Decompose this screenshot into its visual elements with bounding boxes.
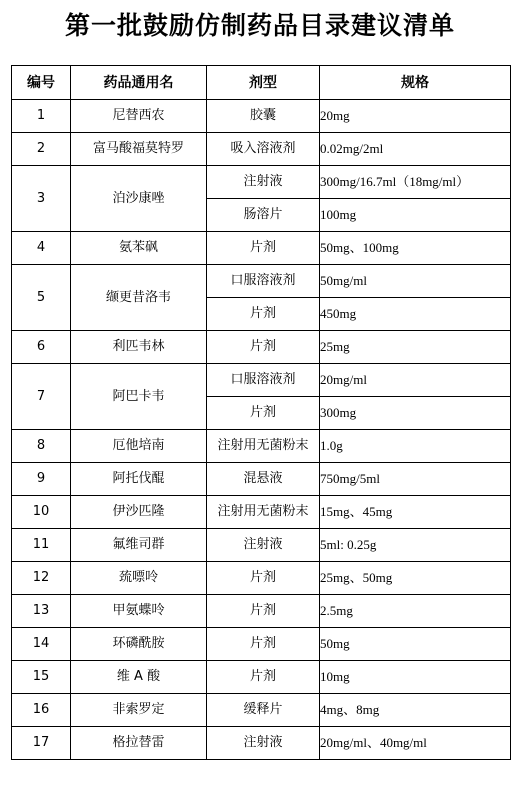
row-spec: 300mg bbox=[320, 397, 511, 430]
table-row bbox=[12, 595, 511, 628]
row-spec: 4mg、8mg bbox=[320, 694, 511, 727]
row-spec: 50mg/ml bbox=[320, 265, 511, 298]
header-form: 剂型 bbox=[207, 66, 320, 100]
row-form: 注射用无菌粉末 bbox=[207, 430, 320, 463]
header-no: 编号 bbox=[12, 66, 71, 100]
row-name: 维 A 酸 bbox=[71, 661, 207, 694]
row-name: 富马酸福莫特罗 bbox=[71, 133, 207, 166]
table-row bbox=[12, 133, 511, 166]
row-spec: 20mg/ml bbox=[320, 364, 511, 397]
header-name: 药品通用名 bbox=[71, 66, 207, 100]
row-form: 片剂 bbox=[207, 562, 320, 595]
row-form: 口服溶液剂 bbox=[207, 364, 320, 397]
row-no: 1 bbox=[12, 100, 71, 133]
row-name: 尼替西农 bbox=[71, 100, 207, 133]
row-spec: 450mg bbox=[320, 298, 511, 331]
row-spec: 15mg、45mg bbox=[320, 496, 511, 529]
row-spec: 2.5mg bbox=[320, 595, 511, 628]
row-no: 14 bbox=[12, 628, 71, 661]
row-no: 10 bbox=[12, 496, 71, 529]
table-row bbox=[12, 628, 511, 661]
row-spec: 50mg、100mg bbox=[320, 232, 511, 265]
table-row bbox=[12, 562, 511, 595]
row-form: 注射液 bbox=[207, 529, 320, 562]
row-form: 片剂 bbox=[207, 331, 320, 364]
row-spec: 20mg/ml、40mg/ml bbox=[320, 727, 511, 760]
row-form: 片剂 bbox=[207, 232, 320, 265]
table-row bbox=[12, 265, 511, 298]
row-form: 口服溶液剂 bbox=[207, 265, 320, 298]
row-no: 17 bbox=[12, 727, 71, 760]
page-title: 第一批鼓励仿制药品目录建议清单 bbox=[64, 11, 455, 40]
row-form: 肠溶片 bbox=[207, 199, 320, 232]
row-name: 伊沙匹隆 bbox=[71, 496, 207, 529]
row-form: 片剂 bbox=[207, 397, 320, 430]
table-row bbox=[12, 463, 511, 496]
row-name: 非索罗定 bbox=[71, 694, 207, 727]
table-row bbox=[12, 529, 511, 562]
row-no: 12 bbox=[12, 562, 71, 595]
row-no: 6 bbox=[12, 331, 71, 364]
row-no: 3 bbox=[12, 166, 71, 232]
row-name: 氨苯砜 bbox=[71, 232, 207, 265]
row-name: 格拉替雷 bbox=[71, 727, 207, 760]
row-form: 注射液 bbox=[207, 166, 320, 199]
table-row bbox=[12, 100, 511, 133]
row-form: 混悬液 bbox=[207, 463, 320, 496]
row-name: 氟维司群 bbox=[71, 529, 207, 562]
row-no: 13 bbox=[12, 595, 71, 628]
row-name: 环磷酰胺 bbox=[71, 628, 207, 661]
row-spec: 0.02mg/2ml bbox=[320, 133, 511, 166]
row-name: 阿托伐醌 bbox=[71, 463, 207, 496]
table-row bbox=[12, 166, 511, 199]
row-spec: 20mg bbox=[320, 100, 511, 133]
table-row bbox=[12, 694, 511, 727]
row-spec: 5ml: 0.25g bbox=[320, 529, 511, 562]
row-form: 缓释片 bbox=[207, 694, 320, 727]
row-name: 泊沙康唑 bbox=[71, 166, 207, 232]
row-no: 7 bbox=[12, 364, 71, 430]
row-form: 片剂 bbox=[207, 661, 320, 694]
row-name: 巯嘌呤 bbox=[71, 562, 207, 595]
row-spec: 10mg bbox=[320, 661, 511, 694]
row-name: 甲氨蝶呤 bbox=[71, 595, 207, 628]
row-form: 注射液 bbox=[207, 727, 320, 760]
row-name: 厄他培南 bbox=[71, 430, 207, 463]
row-name: 缬更昔洛韦 bbox=[71, 265, 207, 331]
row-no: 9 bbox=[12, 463, 71, 496]
row-spec: 1.0g bbox=[320, 430, 511, 463]
table-header-row bbox=[12, 66, 511, 100]
row-form: 注射用无菌粉末 bbox=[207, 496, 320, 529]
row-spec: 25mg bbox=[320, 331, 511, 364]
row-spec: 100mg bbox=[320, 199, 511, 232]
row-spec: 300mg/16.7ml（18mg/ml） bbox=[320, 166, 511, 199]
table-row bbox=[12, 727, 511, 760]
row-form: 胶囊 bbox=[207, 100, 320, 133]
row-name: 阿巴卡韦 bbox=[71, 364, 207, 430]
table-row bbox=[12, 364, 511, 397]
row-no: 11 bbox=[12, 529, 71, 562]
header-spec: 规格 bbox=[320, 66, 511, 100]
row-form: 吸入溶液剂 bbox=[207, 133, 320, 166]
drug-list-table bbox=[11, 65, 511, 760]
table-row bbox=[12, 496, 511, 529]
row-form: 片剂 bbox=[207, 298, 320, 331]
row-no: 15 bbox=[12, 661, 71, 694]
row-form: 片剂 bbox=[207, 628, 320, 661]
row-spec: 750mg/5ml bbox=[320, 463, 511, 496]
table-row bbox=[12, 430, 511, 463]
table-row bbox=[12, 661, 511, 694]
row-spec: 50mg bbox=[320, 628, 511, 661]
row-no: 2 bbox=[12, 133, 71, 166]
row-name: 利匹韦林 bbox=[71, 331, 207, 364]
row-form: 片剂 bbox=[207, 595, 320, 628]
row-no: 5 bbox=[12, 265, 71, 331]
row-no: 16 bbox=[12, 694, 71, 727]
row-no: 4 bbox=[12, 232, 71, 265]
table-row bbox=[12, 331, 511, 364]
row-no: 8 bbox=[12, 430, 71, 463]
row-spec: 25mg、50mg bbox=[320, 562, 511, 595]
table-row bbox=[12, 232, 511, 265]
